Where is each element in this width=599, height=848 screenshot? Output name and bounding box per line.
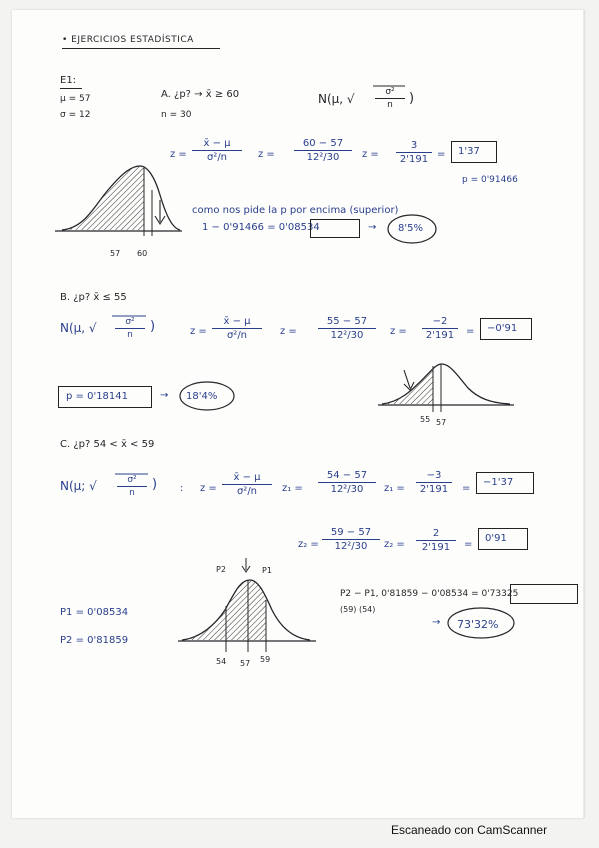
z-val-label-b: z =	[390, 326, 407, 337]
p1-value-c: P1 = 0'08534	[60, 607, 129, 618]
dist-close-paren-c: )	[152, 477, 158, 492]
normal-dist-a: N(µ, √	[318, 92, 355, 106]
answer-c: 73'32%	[457, 618, 499, 631]
dist-close-paren-b: )	[150, 319, 156, 334]
z-label-a: z =	[170, 149, 187, 160]
z-result-b: −0'91	[487, 323, 518, 334]
p-value-a: p = 0'91466	[462, 175, 518, 185]
z-sub-label-b: z =	[280, 326, 297, 337]
exercise-label: E1:	[60, 75, 77, 86]
normal-curve-c	[178, 558, 316, 652]
dist-frac-c: $\frac{\text{σ²}}{n}$	[117, 475, 147, 498]
answer-b: 18'4%	[186, 391, 218, 402]
z2-value-c: $\frac{2}{2'191}$	[416, 528, 456, 553]
dist-frac-a: $\frac{\text{σ²}}{n}$	[375, 87, 405, 110]
tick-57-a: 57	[110, 249, 121, 258]
z1-result-c: −1'37	[483, 477, 514, 488]
z2-label-c: z₂ =	[298, 539, 319, 550]
normal-curve-a	[55, 166, 182, 236]
scanner-watermark: Escaneado con CamScanner	[391, 823, 548, 837]
diff-sub-c: (59) (54)	[340, 605, 376, 614]
tick-59-c: 59	[260, 655, 271, 664]
question-c: C. ¿p? 54 < x̄ < 59	[60, 439, 155, 450]
z1-substituted-c: $\frac{54 - 57}{\text{12²/30}}$	[318, 470, 376, 495]
arrow-c: →	[432, 617, 441, 628]
diff-calc-c: P2 − P1, 0'81859 − 0'08534 = 0'73325	[340, 589, 519, 599]
z-value-b: $\frac{-2}{2'191}$	[422, 316, 458, 341]
tick-57-c: 57	[240, 659, 251, 668]
tick-55-b: 55	[420, 415, 431, 424]
z-label-c: z =	[200, 483, 217, 494]
z-formula-b: x̄ − µ σ²/n	[212, 316, 262, 341]
z-value-a: $\frac{3}{2'191}$	[396, 140, 432, 165]
z1-value-c: $\frac{-3}{2'191}$	[416, 470, 452, 495]
z-result-a: 1'37	[458, 146, 480, 157]
equals-a: =	[437, 149, 446, 160]
dist-frac-b: $\frac{\text{σ²}}{n}$	[115, 317, 145, 340]
normal-dist-b: N(µ, √	[60, 321, 97, 335]
arrow-a: →	[368, 222, 377, 233]
answer-circle-c	[448, 608, 514, 638]
equals-b: =	[466, 326, 475, 337]
p-value-b: p = 0'18141	[66, 391, 129, 402]
equals-c2: =	[464, 539, 473, 550]
z2-substituted-c: $\frac{59 - 57}{\text{12²/30}}$	[322, 527, 380, 552]
z2-result-c: 0'91	[485, 533, 507, 544]
tick-54-c: 54	[216, 657, 227, 666]
colon-c: :	[180, 483, 184, 494]
answer-circle-a	[388, 215, 436, 243]
dist-close-paren: )	[409, 91, 415, 106]
normal-dist-c: N(µ; √	[60, 479, 97, 493]
sigma-value: σ = 12	[60, 110, 91, 120]
tick-60-a: 60	[137, 249, 148, 258]
z-substituted-b: $\frac{55 - 57}{\text{12²/30}}$	[318, 316, 376, 341]
z-formula-c: x̄ − µ σ²/n	[222, 472, 272, 497]
answer-a: 8'5%	[398, 223, 423, 234]
calc-a: 1 − 0'91466 = 0'08534	[202, 222, 320, 233]
z1-label-c: z₁ =	[282, 483, 303, 494]
normal-curve-b	[378, 364, 514, 412]
z2-val-label-c: z₂ =	[384, 539, 405, 550]
p2-marker-c: P2	[216, 565, 226, 574]
z-label-b: z =	[190, 326, 207, 337]
answer-circle-b	[180, 382, 234, 410]
mu-value: µ = 57	[60, 94, 91, 104]
note-a: como nos pide la p por encima (superior)	[192, 205, 399, 216]
question-b: B. ¿p? x̄ ≤ 55	[60, 292, 127, 303]
sample-size: n = 30	[161, 110, 192, 120]
question-a: A. ¿p? → x̄ ≥ 60	[161, 89, 240, 100]
page-title: • EJERCICIOS ESTADÍSTICA	[62, 35, 194, 45]
arrow-b: →	[160, 390, 169, 401]
z1-val-label-c: z₁ =	[384, 483, 405, 494]
tick-57-b: 57	[436, 418, 447, 427]
z-sub-label-a: z =	[258, 149, 275, 160]
p1-marker-c: P1	[262, 566, 272, 575]
equals-c1: =	[462, 483, 471, 494]
z-substituted-a: $\frac{60 - 57}{\text{12²/30}}$	[294, 138, 352, 163]
z-val-label-a: z =	[362, 149, 379, 160]
p2-value-c: P2 = 0'81859	[60, 635, 129, 646]
z-formula-a: x̄ − µ σ²/n	[192, 138, 242, 163]
